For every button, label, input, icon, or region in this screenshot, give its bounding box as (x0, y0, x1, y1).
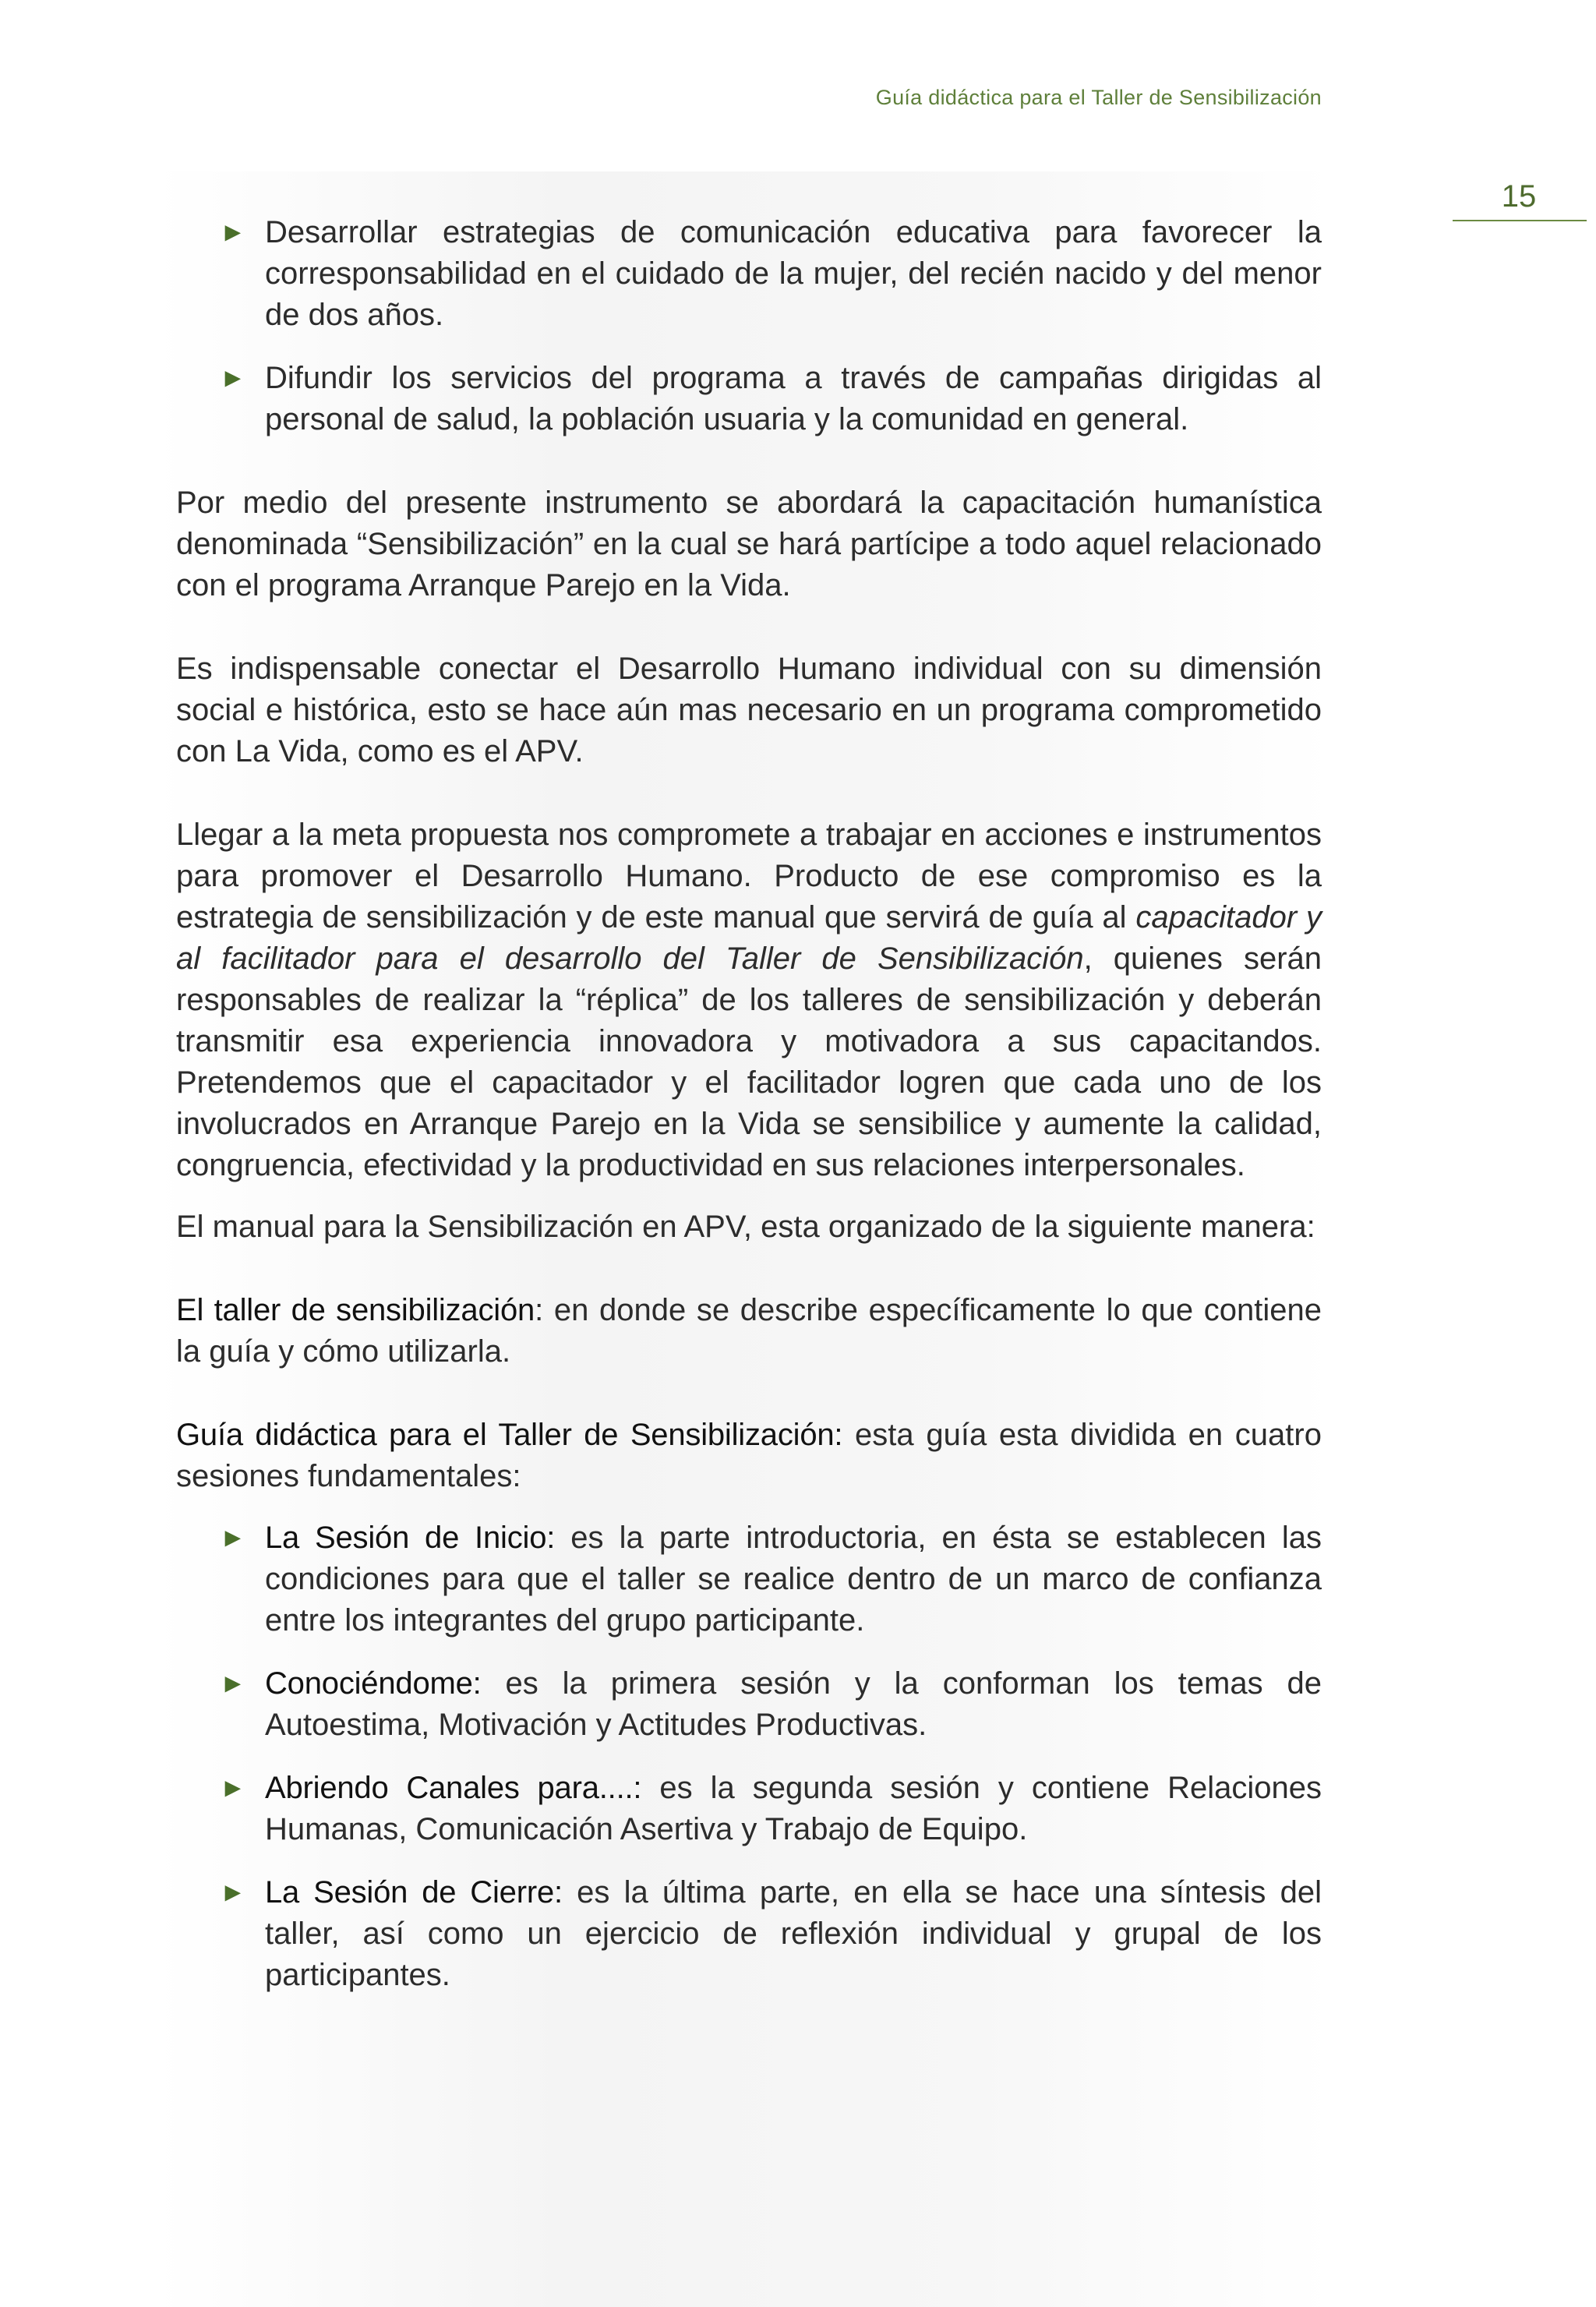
list-item (220, 212, 1322, 336)
list-item (220, 1872, 1322, 1996)
spacer (176, 606, 1322, 648)
list-item (220, 1768, 1322, 1850)
bullet-arrow-icon: ► (220, 363, 246, 393)
list-item-text: Difundir los servicios del programa a través de campañas dirigidas al personal de salud, la población usuaria y la comunidad en general. (265, 361, 1322, 436)
running-header: Guía didáctica para el Taller de Sensibilización (875, 86, 1322, 109)
paragraph-goal (176, 814, 1322, 1186)
page-number-rule (1453, 220, 1587, 221)
list-item (220, 1663, 1322, 1746)
objectives-list (176, 212, 1322, 440)
bullet-arrow-icon: ► (220, 217, 246, 247)
list-item (220, 1517, 1322, 1641)
session-title: Conociéndome: (265, 1666, 482, 1701)
session-title: La Sesión de Cierre: (265, 1875, 563, 1910)
paragraph-guide (176, 1415, 1322, 1497)
bullet-arrow-icon: ► (220, 1523, 246, 1553)
session-description: es la segunda sesión y contiene Relaciones Humanas, Comunicación Asertiva y Trabajo de Equipo. (265, 1771, 1322, 1846)
page-number: 15 (1501, 179, 1537, 214)
spacer (176, 772, 1322, 814)
spacer (176, 1497, 1322, 1517)
paragraph-guide-text: esta guía esta dividida en cuatro sesiones fundamentales: (176, 1418, 1322, 1493)
session-description: es la primera sesión y la conforman los temas de Autoestima, Motivación y Actitudes Productivas. (265, 1666, 1322, 1742)
session-title: La Sesión de Inicio: (265, 1521, 556, 1555)
spacer (176, 440, 1322, 482)
bullet-arrow-icon: ► (220, 1878, 246, 1907)
list-item-text: Desarrollar estrategias de comunicación educativa para favorecer la corresponsabilidad en el cuidado de la mujer, del recién nacido y del menor de dos años. (265, 215, 1322, 332)
page-body (176, 212, 1322, 1996)
paragraph-goal-start: Llegar a la meta propuesta nos compromete a trabajar en acciones e instrumentos para promover el Desarrollo Humano. Producto de ese compromiso es la estrategia de sensibilización y de este manual que servirá de guía al (176, 818, 1322, 934)
paragraph-goal-italic: capacitador y al facilitador para el desarrollo del Taller de Sensibilización (176, 900, 1322, 976)
spacer (176, 1248, 1322, 1290)
session-title: Abriendo Canales para....: (265, 1771, 642, 1805)
sessions-list (176, 1517, 1322, 1996)
paragraph-manual-organization: El manual para la Sensibilización en APV, esta organizado de la siguiente manera: (176, 1210, 1315, 1244)
list-item (220, 358, 1322, 440)
paragraph-human-development: Es indispensable conectar el Desarrollo Humano individual con su dimensión social e histórica, esto se hace aún mas necesario en un programa comprometido con La Vida, como es el APV. (176, 652, 1322, 768)
spacer (176, 1186, 1322, 1206)
paragraph-instrument: Por medio del presente instrumento se abordará la capacitación humanística denominada “Sensibilización” en la cual se hará partícipe a todo aquel relacionado con el programa Arranque Parejo en la Vida. (176, 486, 1322, 602)
bullet-arrow-icon: ► (220, 1773, 246, 1803)
paragraph-goal-end: , quienes serán responsables de realizar la “réplica” de los talleres de sensibilización y deberán transmitir esa experiencia innovadora y motivadora a sus capacitandos. Pretendemos que el capacitador y el facilitador logren que cada uno de los involucrados en Arranque Parejo en la Vida se sensibilice y aumente la calidad, congruencia, efectividad y la productividad en sus relaciones interpersonales. (176, 942, 1322, 1182)
paragraph-workshop-lead: El taller de sensibilización (176, 1293, 535, 1327)
session-description: es la parte introductoria, en ésta se establecen las condiciones para que el taller se realice dentro de un marco de confianza entre los integrantes del grupo participante. (265, 1521, 1322, 1638)
session-description: es la última parte, en ella se hace una síntesis del taller, así como un ejercicio de reflexión individual y grupal de los participantes. (265, 1875, 1322, 1992)
spacer (176, 1373, 1322, 1415)
paragraph-guide-lead: Guía didáctica para el Taller de Sensibilización: (176, 1418, 843, 1452)
paragraph-workshop (176, 1290, 1322, 1373)
bullet-arrow-icon: ► (220, 1669, 246, 1698)
paragraph-workshop-text: : en donde se describe específicamente lo que contiene la guía y cómo utilizarla. (176, 1293, 1322, 1369)
